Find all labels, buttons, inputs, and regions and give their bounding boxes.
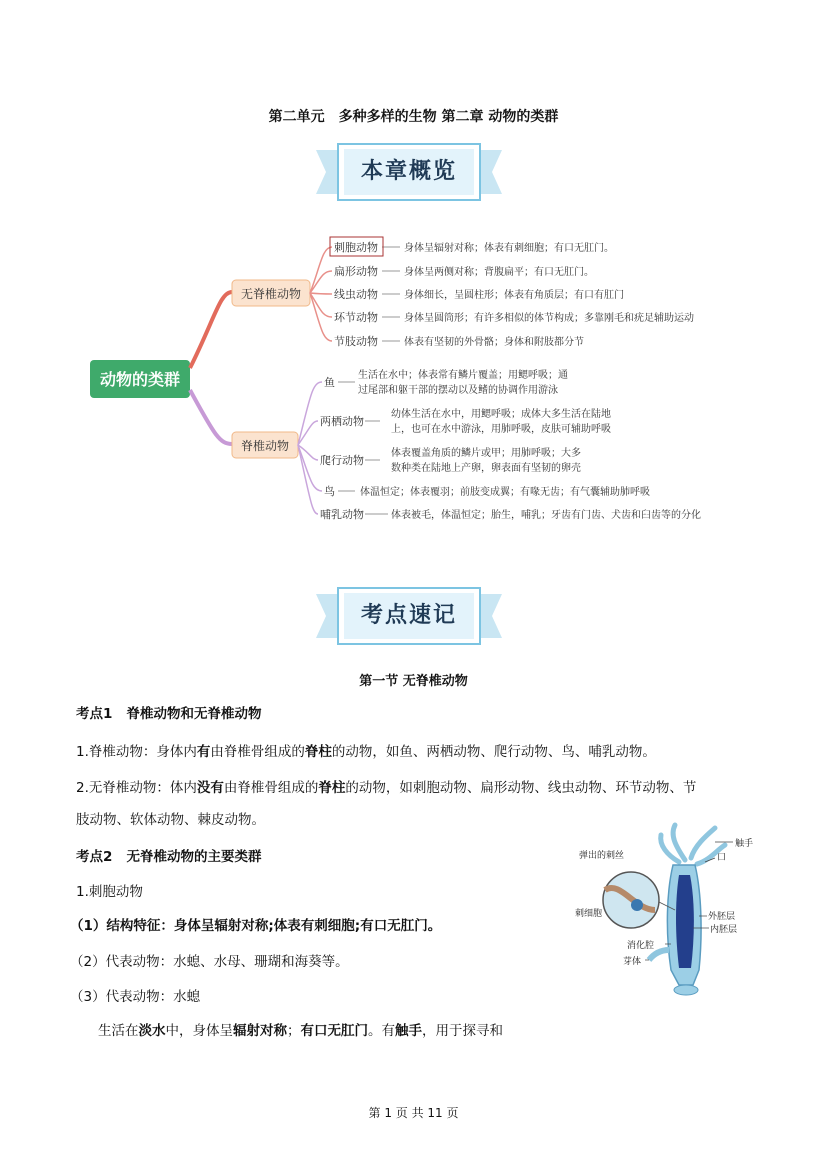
p1-text-a: 1.脊椎动物：身体内: [76, 744, 197, 760]
vert-desc-3: 体温恒定；体表覆羽；前肢变成翼；有喙无齿；有气囊辅助肺呼吸: [360, 487, 650, 498]
mindmap-root-label: 动物的类群: [99, 370, 181, 389]
keypoint-1-heading: [76, 702, 262, 722]
inv-name-1: 扁形动物: [334, 265, 378, 278]
label-tentacle: 触手: [735, 839, 754, 849]
hydra-cavity: [676, 875, 694, 968]
branch-vertebrate: [190, 390, 232, 444]
page-footer: 第 1 页 共 11 页: [368, 1106, 459, 1120]
vert-name-0: 鱼: [324, 376, 335, 389]
p1-text-e: 的动物，如鱼、两栖动物、爬行动物、鸟、哺乳动物。: [331, 744, 656, 760]
p7-i: ，用于探寻和: [422, 1023, 503, 1039]
paragraph-invertebrate-def: [76, 776, 696, 796]
keypoint-2-heading: [76, 845, 262, 865]
inv-desc-4: 体表有坚韧的外骨骼；身体和附肢都分节: [404, 337, 584, 348]
item-hydra: （3）代表动物：水螅: [70, 989, 201, 1005]
item-cnidaria: 1.刺胞动物: [76, 884, 143, 900]
label-bud: 芽体: [623, 957, 642, 967]
p7-c: 中，身体呈: [165, 1023, 233, 1039]
vert-desc-4: 体表被毛，体温恒定；胎生，哺乳；牙齿有门齿、犬齿和臼齿等的分化: [391, 510, 701, 521]
vert-desc-0-line1: 生活在水中；体表常有鳞片覆盖；用鳃呼吸；通: [358, 370, 568, 381]
mindmap: [80, 228, 750, 528]
p1-text-c: 由脊椎骨组成的: [210, 744, 305, 760]
inv-name-2: 线虫动物: [334, 288, 378, 301]
p7-e: ；: [287, 1023, 301, 1039]
p2-text-e: 的动物，如刺胞动物、扁形动物、线虫动物、环节动物、节: [345, 780, 697, 796]
banner-chapter-overview: [316, 142, 502, 202]
vert-name-3: 鸟: [324, 485, 335, 498]
hydra-illustration: [575, 820, 765, 1010]
item-structure: （1）结构特征：身体呈辐射对称;体表有刺细胞;有口无肛门。: [70, 918, 442, 934]
vert-desc-1-line2: 上，也可在水中游泳，用肺呼吸，皮肤可辅助呼吸: [391, 424, 611, 435]
inv-desc-1: 身体呈两侧对称；背腹扁平；有口无肛门。: [404, 267, 594, 278]
keypoint-1-label: 考点1: [76, 706, 113, 722]
banner-key-points-text: 考点速记: [360, 603, 457, 628]
section-title: 第一节 无脊椎动物: [359, 674, 468, 689]
item-representatives: （2）代表动物：水螅、水母、珊瑚和海葵等。: [70, 954, 349, 970]
vert-name-4: 哺乳动物: [320, 508, 364, 521]
paragraph-hydra: [98, 1019, 503, 1039]
paragraph-vertebrate-def: [76, 740, 656, 760]
vert-desc-1-line1: 幼体生活在水中，用鳃呼吸；成体大多生活在陆地: [391, 409, 611, 420]
p2-text-c: 由脊椎骨组成的: [223, 780, 319, 796]
paragraph-invertebrate-def-cont: 肢动物、软体动物、棘皮动物。: [76, 812, 265, 828]
label-endoderm: 内胚层: [710, 925, 738, 935]
branch-invertebrate: [190, 292, 232, 368]
inv-name-0: 刺胞动物: [334, 241, 378, 254]
document-title: 第二单元 多种多样的生物 第二章 动物的类群: [268, 109, 559, 125]
p2-bold-spine: 脊柱: [318, 780, 346, 796]
node-invertebrate-label: 无脊椎动物: [240, 287, 302, 301]
p2-text-a: 2.无脊椎动物：体内: [76, 780, 197, 796]
vert-desc-0-line2: 过尾部和躯干部的摆动以及鳍的协调作用游泳: [358, 385, 558, 396]
p1-bold-spine: 脊柱: [304, 744, 332, 760]
inv-desc-3: 身体呈圆筒形；有许多相似的体节构成；多靠刚毛和疣足辅助运动: [404, 313, 694, 324]
label-mouth: 口: [717, 853, 727, 863]
label-cnidocyte: 刺细胞: [575, 909, 603, 919]
keypoint-2-label: 考点2: [76, 849, 113, 865]
keypoint-1-title: 脊椎动物和无脊椎动物: [126, 706, 262, 722]
p2-bold-nothave: 没有: [196, 780, 224, 796]
p7-bold-freshwater: 淡水: [138, 1023, 166, 1039]
inv-name-3: 环节动物: [334, 311, 378, 324]
vert-desc-2-line2: 数种类在陆地上产卵，卵表面有坚韧的卵壳: [391, 463, 581, 474]
p7-a: 生活在: [98, 1023, 139, 1039]
keypoint-2-title: 无脊椎动物的主要类群: [126, 849, 262, 865]
label-ectoderm: 外胚层: [708, 912, 736, 922]
label-cavity: 消化腔: [627, 941, 655, 951]
inv-desc-2: 身体细长，呈圆柱形；体表有角质层；有口有肛门: [404, 290, 624, 301]
p7-bold-radial: 辐射对称: [233, 1023, 287, 1039]
p7-g: 。有: [368, 1023, 395, 1039]
vert-desc-2-line1: 体表覆盖角质的鳞片或甲；用肺呼吸；大多: [391, 448, 581, 459]
vert-name-2: 爬行动物: [320, 454, 364, 467]
inv-desc-0: 身体呈辐射对称；体表有刺细胞；有口无肛门。: [404, 243, 614, 254]
label-nematocyst: 弹出的刺丝: [579, 851, 625, 861]
banner-key-points: [316, 586, 502, 646]
vert-name-1: 两栖动物: [320, 415, 364, 428]
p7-bold-mouth: 有口无肛门: [300, 1023, 368, 1039]
banner-chapter-overview-text: 本章概览: [360, 159, 457, 184]
inv-name-4: 节肢动物: [334, 335, 378, 348]
p1-bold-have: 有: [196, 744, 211, 760]
node-vertebrate-label: 脊椎动物: [240, 439, 290, 453]
p7-bold-tentacle: 触手: [395, 1023, 422, 1039]
